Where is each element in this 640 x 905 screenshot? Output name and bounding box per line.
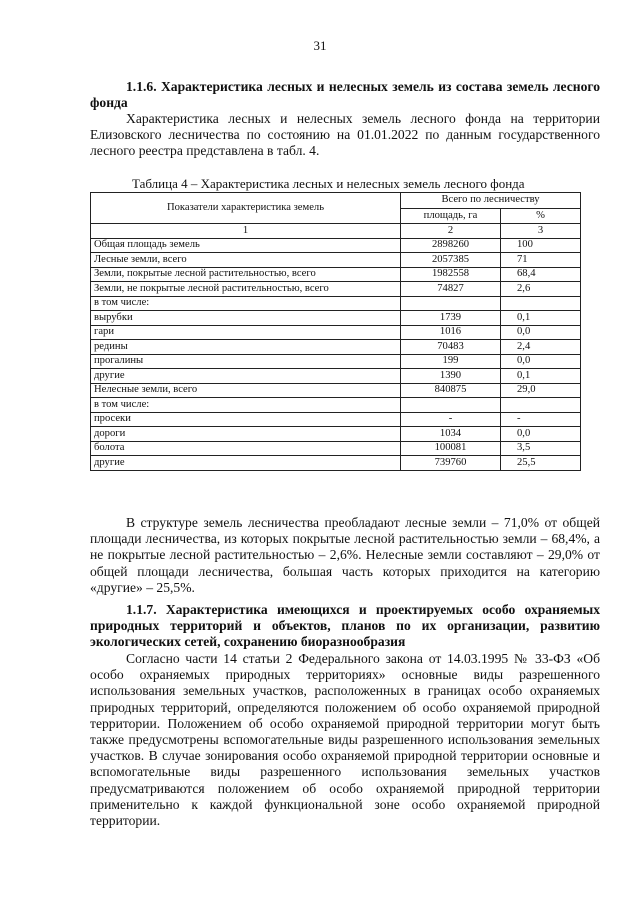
row-percent: 100 [501, 238, 581, 253]
land-characteristics-table [90, 192, 581, 471]
table-row [91, 340, 581, 355]
row-percent [501, 398, 581, 413]
row-area [401, 296, 501, 311]
table-body [91, 238, 581, 470]
column-number: 1 [91, 224, 401, 239]
row-area: 840875 [401, 383, 501, 398]
row-area: 70483 [401, 340, 501, 355]
row-percent: 0,0 [501, 354, 581, 369]
page-number: 31 [313, 38, 327, 53]
row-percent: 25,5 [501, 456, 581, 471]
row-area: - [401, 412, 501, 427]
row-percent: 3,5 [501, 441, 581, 456]
row-label: в том числе: [91, 398, 401, 413]
table-row [91, 311, 581, 326]
header-total: Всего по лесничеству [401, 193, 581, 209]
row-percent: 29,0 [501, 383, 581, 398]
row-label: болота [91, 441, 401, 456]
section-1-1-6-paragraph: Характеристика лесных и нелесных земель лесного фонда на территории Елизовского лесничества по состоянию на 01.01.2022 по данным государственного лесного реестра представлена в табл. 4. [90, 111, 600, 159]
table-row [91, 267, 581, 282]
row-area: 1739 [401, 311, 501, 326]
row-area: 739760 [401, 456, 501, 471]
section-heading-1-1-7: 1.1.7. Характеристика имеющихся и проектируемых особо охраняемых природных территорий и объектов, планов по их организации, развитию экологических сетей, сохранению биоразнообразия [90, 602, 600, 649]
row-percent: 0,0 [501, 427, 581, 442]
row-label: Земли, покрытые лесной растительностью, всего [91, 267, 401, 282]
row-label: вырубки [91, 311, 401, 326]
row-percent: 71 [501, 253, 581, 268]
row-label: Общая площадь земель [91, 238, 401, 253]
section-heading-1-1-6: 1.1.6. Характеристика лесных и нелесных земель из состава земель лесного фонда [90, 79, 600, 110]
row-area: 2057385 [401, 253, 501, 268]
row-area: 100081 [401, 441, 501, 456]
row-label: Нелесные земли, всего [91, 383, 401, 398]
row-label: в том числе: [91, 296, 401, 311]
table-row [91, 412, 581, 427]
header-indicator: Показатели характеристика земель [91, 193, 401, 224]
row-percent: 0,0 [501, 325, 581, 340]
table-row [91, 282, 581, 297]
table-row [91, 369, 581, 384]
row-label: другие [91, 456, 401, 471]
row-area: 1982558 [401, 267, 501, 282]
row-area: 199 [401, 354, 501, 369]
row-label: гари [91, 325, 401, 340]
table-row [91, 441, 581, 456]
row-percent: 68,4 [501, 267, 581, 282]
table-row [91, 456, 581, 471]
table-row [91, 398, 581, 413]
row-label: прогалины [91, 354, 401, 369]
column-number: 2 [401, 224, 501, 239]
row-area: 74827 [401, 282, 501, 297]
row-label: Земли, не покрытые лесной растительностью, всего [91, 282, 401, 297]
row-percent: 2,4 [501, 340, 581, 355]
table-row [91, 354, 581, 369]
row-area: 2898260 [401, 238, 501, 253]
row-percent: - [501, 412, 581, 427]
row-percent: 0,1 [501, 311, 581, 326]
row-area: 1016 [401, 325, 501, 340]
header-pct: % [501, 208, 581, 224]
table-row [91, 383, 581, 398]
table-summary-paragraph: В структуре земель лесничества преобладают лесные земли – 71,0% от общей площади лесничества, из которых покрытые лесной растительностью земли – 68,4%, а не покрытые лесной растительностью – 2,6%. Нелесные земли составляют – 29,0% от общей площади лесничества, большая часть которых приходится на категорию «другие» – 25,5%. [90, 515, 600, 595]
row-area: 1390 [401, 369, 501, 384]
row-label: Лесные земли, всего [91, 253, 401, 268]
table-caption: Таблица 4 – Характеристика лесных и нелесных земель лесного фонда [132, 176, 525, 191]
row-percent: 0,1 [501, 369, 581, 384]
row-percent: 2,6 [501, 282, 581, 297]
section-1-1-7-paragraph: Согласно части 14 статьи 2 Федерального закона от 14.03.1995 № 33-ФЗ «Об особо охраняемых природных территориях» основные виды разрешенного использования земельных участков, расположенных в границах особо охраняемых природных территорий, определяются положением об особо охраняемой природной территории. Положением об особо охраняемой природной территории могут быть также предусмотрены вспомогательные виды разрешенного использования земельных участков. В случае зонирования особо охраняемой природной территории основные и вспомогательные виды разрешенного использования земельных участков предусматриваются положением об особо охраняемой природной территории применительно к каждой функциональной зоне особо охраняемой природной территории. [90, 651, 600, 829]
row-label: просеки [91, 412, 401, 427]
row-label: другие [91, 369, 401, 384]
row-percent [501, 296, 581, 311]
table-row [91, 325, 581, 340]
table-row [91, 253, 581, 268]
table-row [91, 296, 581, 311]
row-area [401, 398, 501, 413]
column-number: 3 [501, 224, 581, 239]
row-area: 1034 [401, 427, 501, 442]
header-area: площадь, га [401, 208, 501, 224]
row-label: дороги [91, 427, 401, 442]
table-row [91, 427, 581, 442]
table-row [91, 238, 581, 253]
row-label: редины [91, 340, 401, 355]
